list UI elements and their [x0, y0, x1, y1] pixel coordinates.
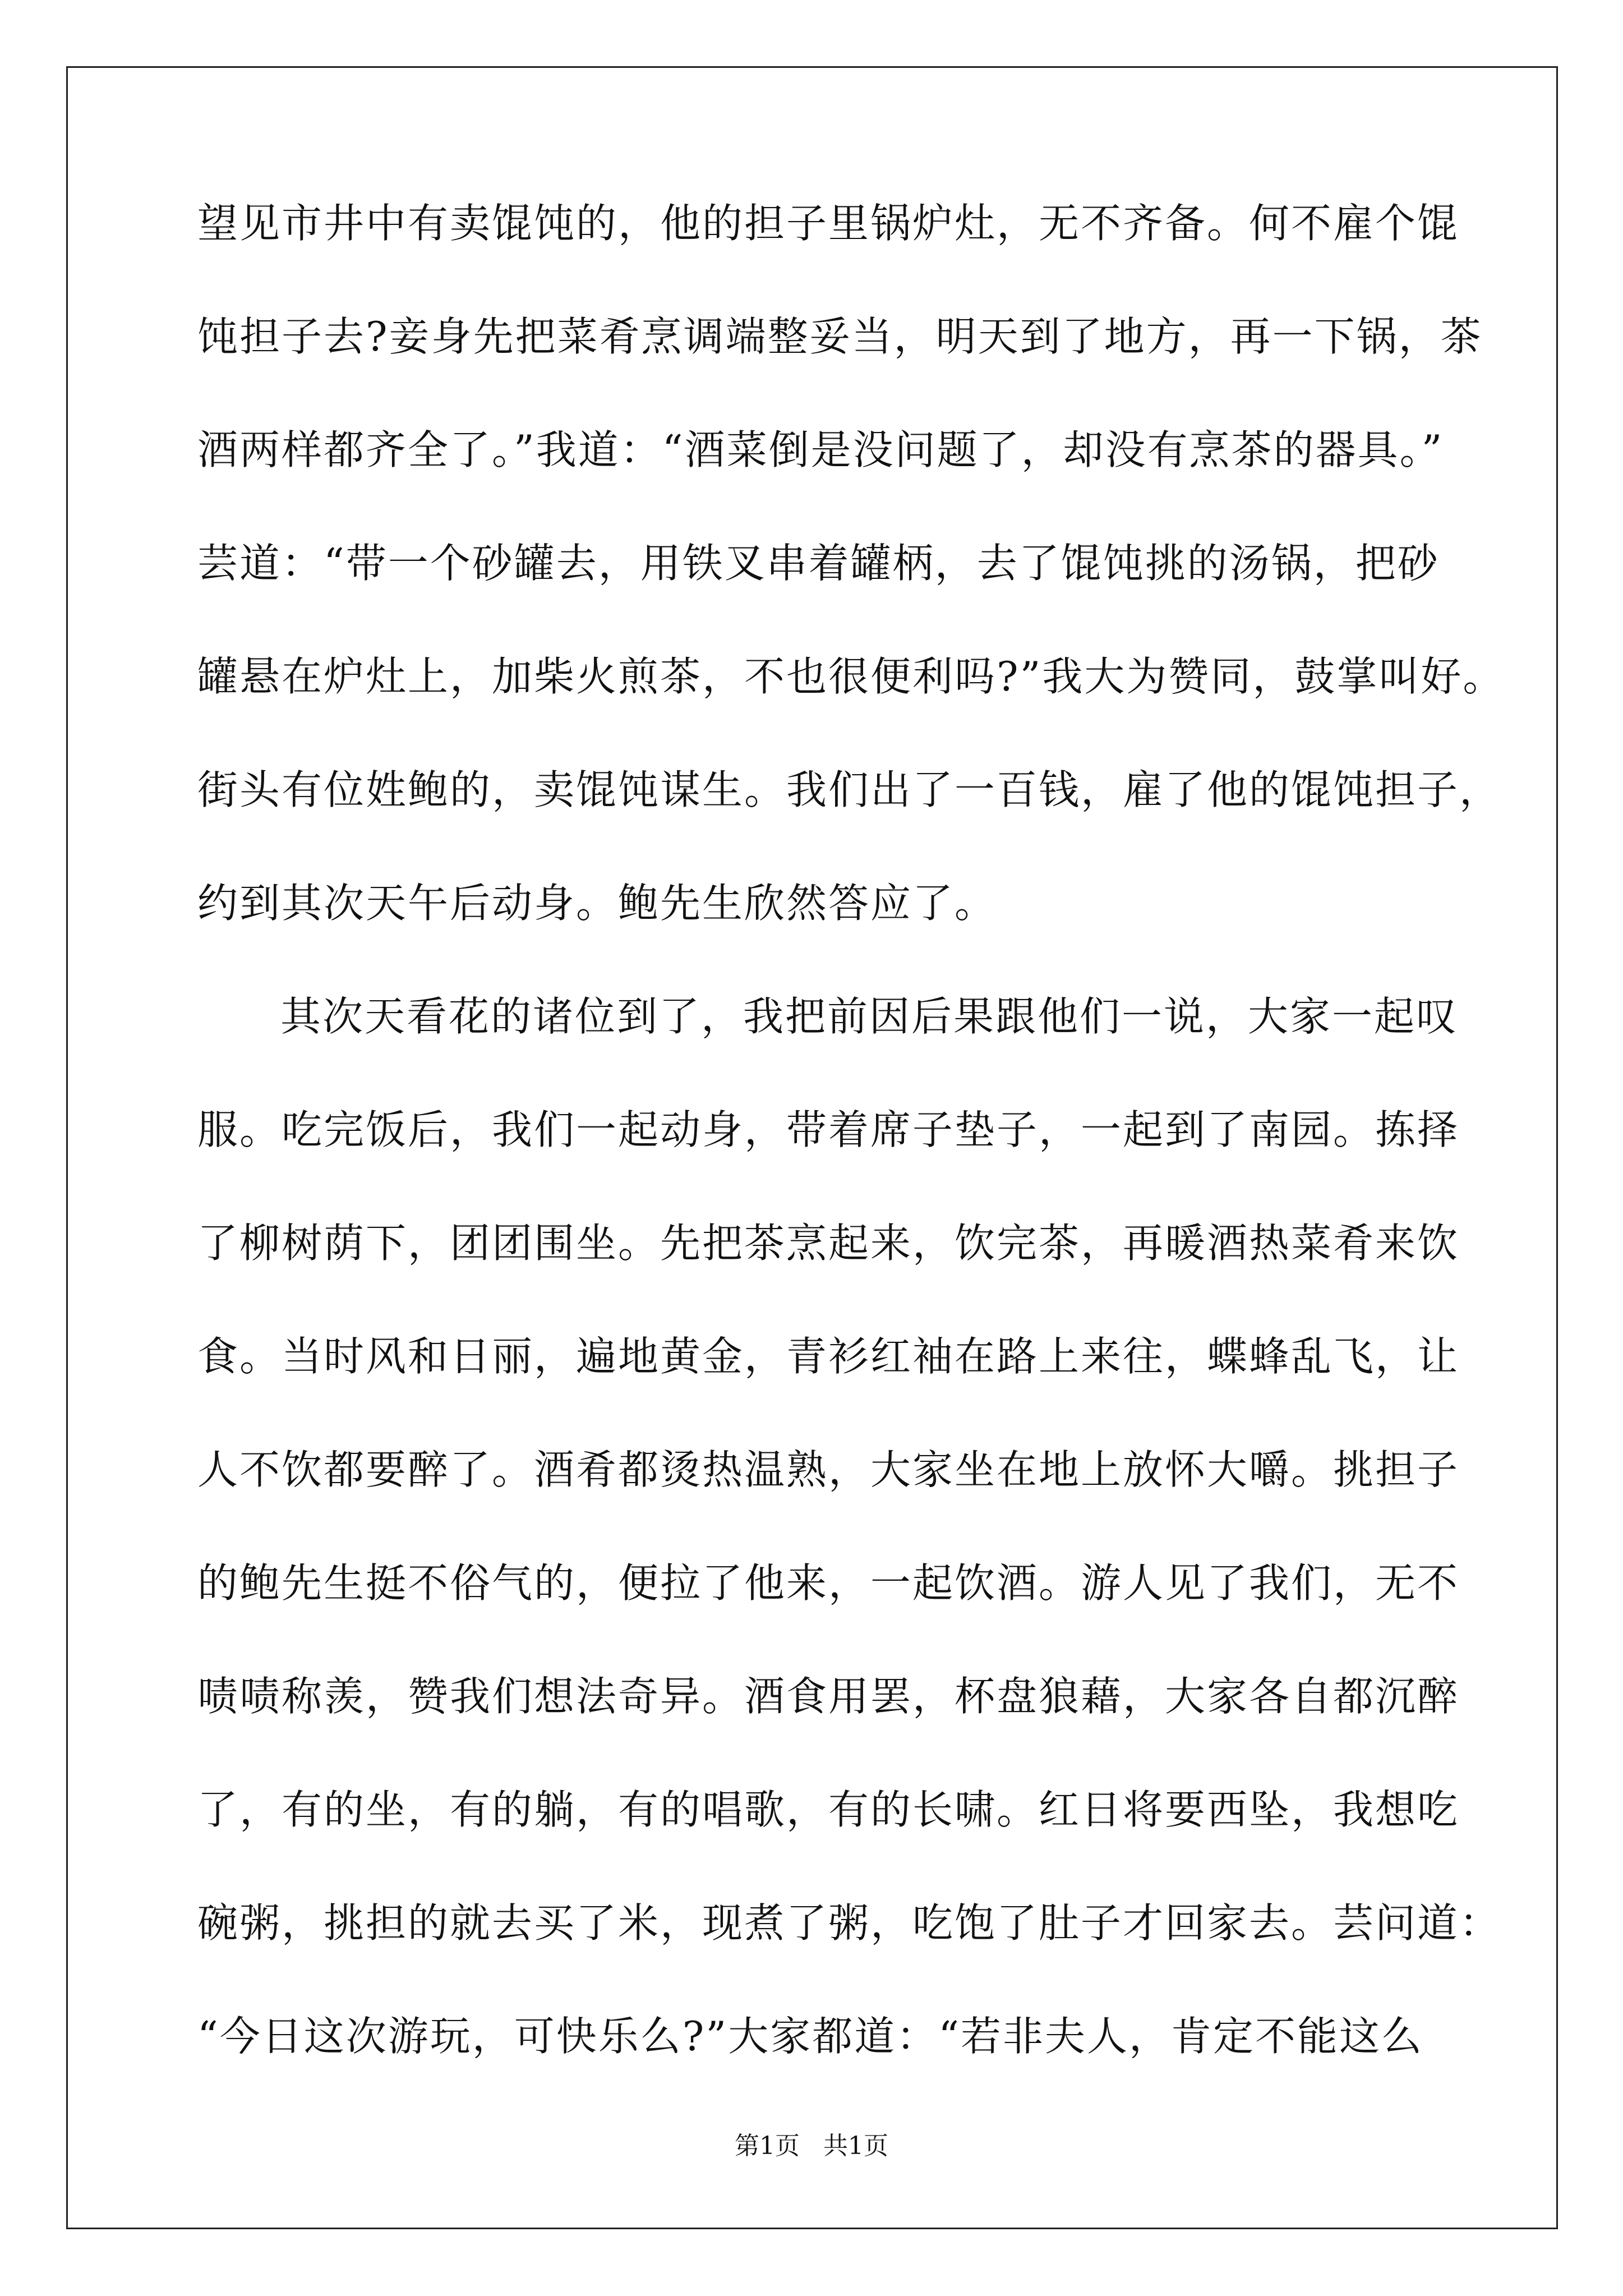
- text-line: 的鲍先生挺不俗气的，便拉了他来，一起饮酒。游人见了我们，无不: [197, 1559, 1460, 1607]
- text-line: 罐悬在炉灶上，加柴火煎茶，不也很便利吗?”我大为赞同，鼓掌叫好。: [197, 653, 1505, 700]
- text-line: 芸道：“带一个砂罐去，用铁叉串着罐柄，去了馄饨挑的汤锅，把砂: [197, 540, 1440, 587]
- text-line: 望见市井中有卖馄饨的，他的担子里锅炉灶，无不齐备。何不雇个馄: [197, 200, 1460, 247]
- text-line: 约到其次天午后动身。鲍先生欣然答应了。: [197, 880, 997, 927]
- text-line: 服。吃完饭后，我们一起动身，带着席子垫子，一起到了南园。拣择: [197, 1106, 1460, 1153]
- text-line: 饨担子去?妾身先把菜肴烹调端整妥当，明天到了地方，再一下锅，茶: [197, 313, 1483, 360]
- document-body: [197, 200, 1505, 2129]
- text-line: 了柳树荫下，团团围坐。先把茶烹起来，饮完茶，再暖酒热菜肴来饮: [197, 1220, 1460, 1267]
- text-line: 啧啧称羡，赞我们想法奇异。酒食用罢，杯盘狼藉，大家各自都沉醉: [197, 1673, 1460, 1720]
- text-line: 街头有位姓鲍的，卖馄饨谋生。我们出了一百钱，雇了他的馄饨担子，: [197, 766, 1502, 813]
- text-line: 酒两样都齐全了。”我道：“酒菜倒是没问题了，却没有烹茶的器具。”: [197, 426, 1444, 473]
- text-line: 碗粥，挑担的就去买了米，现煮了粥，吃饱了肚子才回家去。芸问道：: [197, 1899, 1502, 1947]
- text-line: 了，有的坐，有的躺，有的唱歌，有的长啸。红日将要西坠，我想吃: [197, 1786, 1460, 1833]
- page-footer: 第1页 共1页: [735, 2132, 888, 2160]
- text-line: 人不饮都要醉了。酒肴都烫热温熟，大家坐在地上放怀大嚼。挑担子: [197, 1446, 1460, 1493]
- text-line: 食。当时风和日丽，遍地黄金，青衫红袖在路上来往，蝶蜂乱飞，让: [197, 1333, 1460, 1380]
- paragraph-first-line: 其次天看花的诸位到了，我把前因后果跟他们一说，大家一起叹: [280, 993, 1459, 1040]
- text-line: “今日这次游玩，可快乐么?”大家都道：“若非夫人，肯定不能这么: [197, 2013, 1424, 2060]
